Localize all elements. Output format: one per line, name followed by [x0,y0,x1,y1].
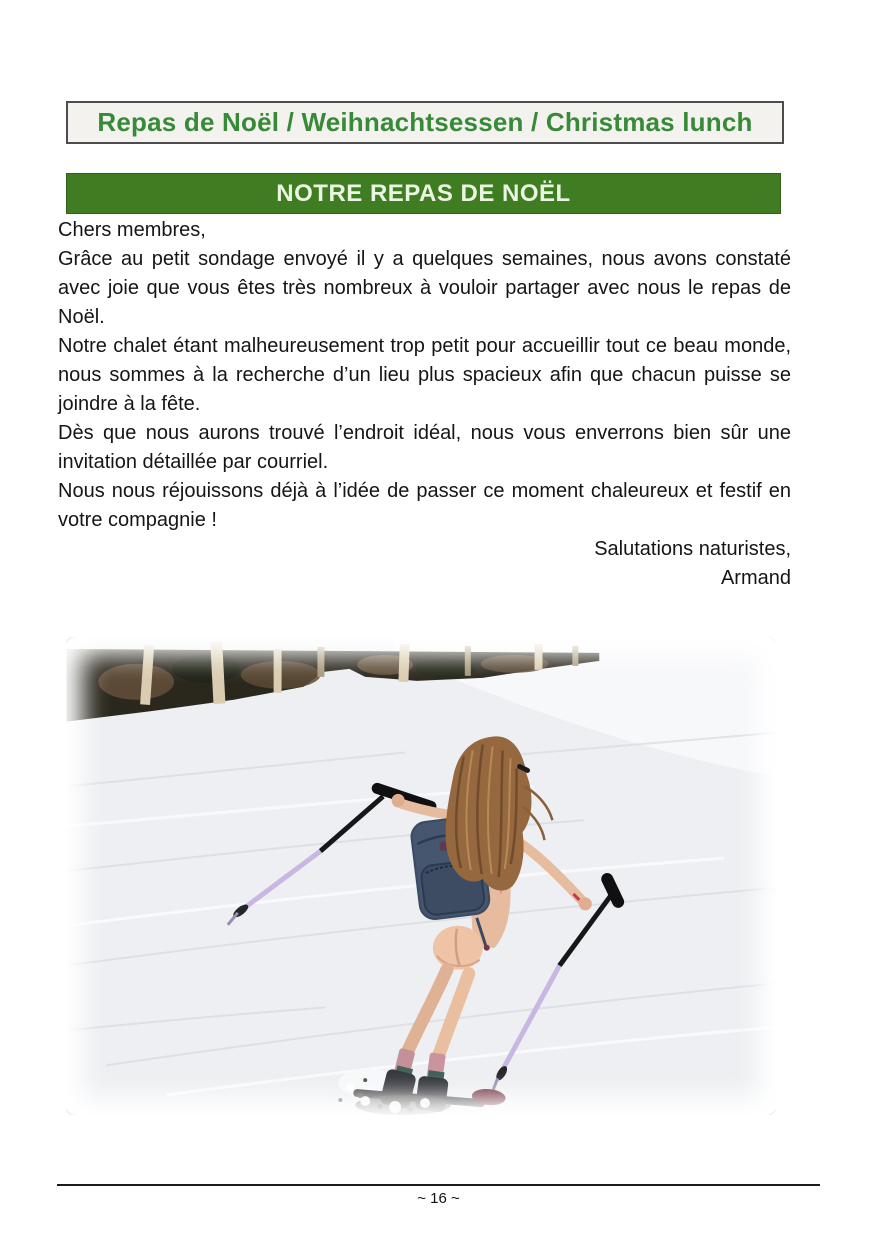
section-banner [66,173,781,214]
body-paragraph: Grâce au petit sondage envoyé il y a quelques semaines, nous avons constaté avec joie que vous êtes très nombreux à vouloir partager avec nous le repas de Noël. [58,248,791,328]
trilingual-title-box [66,101,784,144]
signature-name: Armand [720,567,791,589]
section-banner-label: NOTRE REPAS DE NOËL [276,179,571,207]
page-footer [57,1184,820,1207]
body-paragraph: Notre chalet étant malheureusement trop petit pour accueillir tout ce beau monde, nous sommes à la recherche d’un lieu plus spacieux afin que chacun puisse se joindre à la fête. [58,335,791,415]
naturist-skier-photo [65,637,777,1115]
body-paragraph: Nous nous réjouissons déjà à l’idée de passer ce moment chaleureux et festif en votre compagnie ! [58,480,791,531]
page-title: Repas de Noël / Weihnachtsessen / Christmas lunch [97,107,753,137]
skier-photo-illustration [65,637,777,1115]
letter-body [58,216,791,593]
signature-block [58,535,791,593]
page-number: ~ 16 ~ [417,1190,460,1207]
signature-line: Salutations naturistes, [594,538,791,560]
body-paragraph: Chers membres, [58,219,206,241]
body-paragraph: Dès que nous aurons trouvé l’endroit idéal, nous vous enverrons bien sûr une invitation détaillée par courriel. [58,422,791,473]
